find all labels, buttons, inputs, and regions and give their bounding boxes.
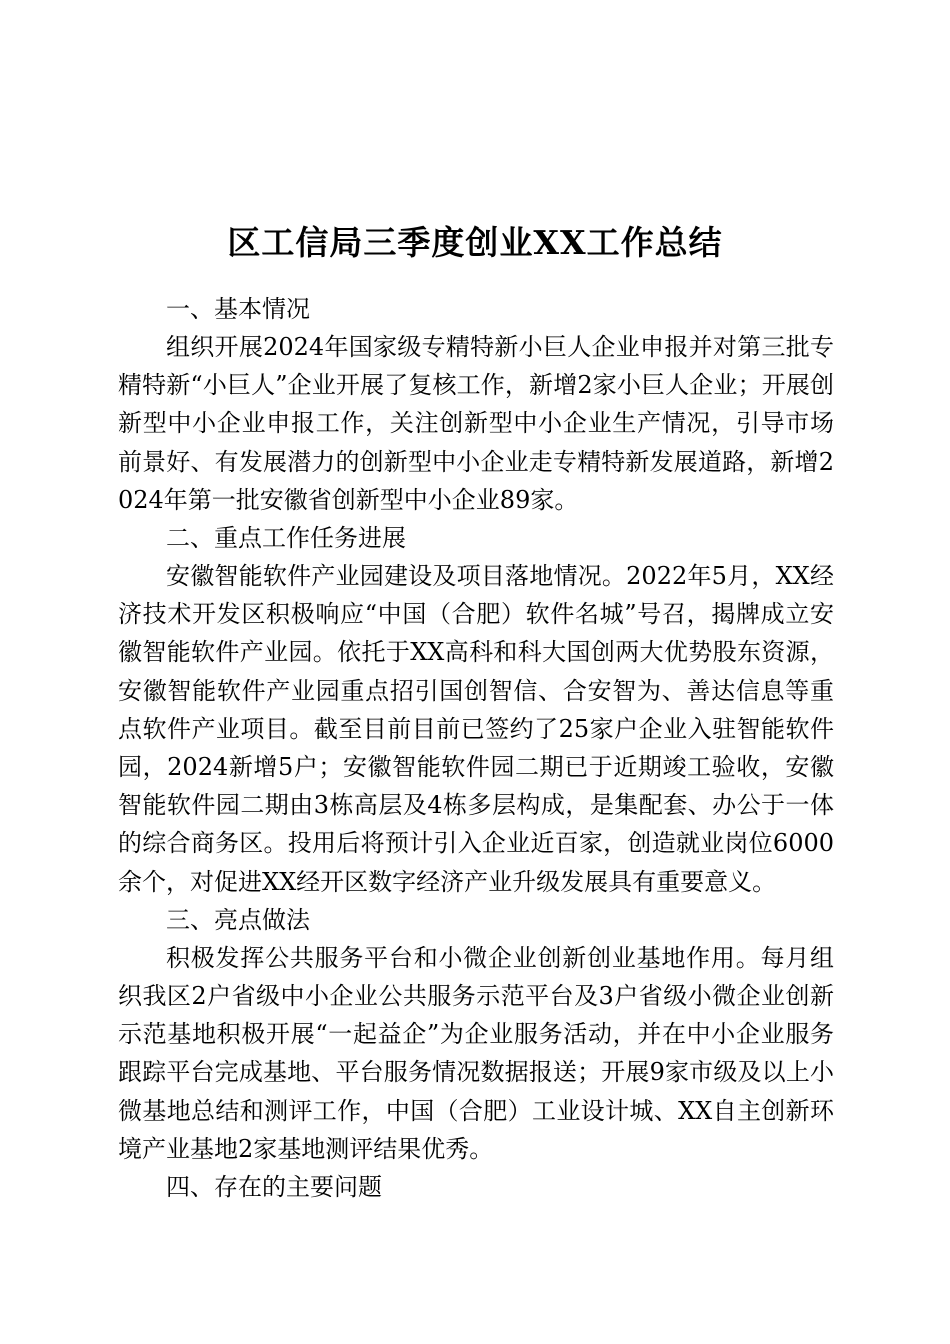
section-heading-basic-situation: 一、基本情况 <box>166 295 310 323</box>
section-heading-highlights: 三、亮点做法 <box>166 905 310 934</box>
section-heading-main-problems: 四、存在的主要问题 <box>166 1173 382 1202</box>
section-paragraph-basic-situation: 组织开展2024年国家级专精特新小巨人企业申报并对第三批专精特新“小巨人”企业开展了复核工作，新增2家小巨人企业；开展创新型中小企业申报工作，关注创新型中小企业生产情况，引导市场前景好、有发展潜力的创新型中小企业走专精特新发展道路，新增2024年第一批安徽省创新型中小企业89家。 <box>118 333 834 514</box>
section-paragraph-key-tasks: 安徽智能软件产业园建设及项目落地情况。2022年5月，XX经济技术开发区积极响应“中国（合肥）软件名城”号召，揭牌成立安徽智能软件产业园。依托于XX高科和科大国创两大优势股东资源，安徽智能软件产业园重点招引国创智信、合安智为、善达信息等重点软件产业项目。截至目前目前已签约了25家户企业入驻智能软件园，2024新增5户；安徽智能软件园二期已于近期竣工验收，安徽智能软件园二期由3栋高层及4栋多层构成，是集配套、办公于一体的综合商务区。投用后将预计引入企业近百家，创造就业岗位6000余个，对促进XX经开区数字经济产业升级发展具有重要意义。 <box>118 562 834 896</box>
section-paragraph-highlights: 积极发挥公共服务平台和小微企业创新创业基地作用。每月组织我区2户省级中小企业公共服务示范平台及3户省级小微企业创新示范基地积极开展“一起益企”为企业服务活动，并在中小企业服务跟踪平台完成基地、平台服务情况数据报送；开展9家市级及以上小微基地总结和测评工作，中国（合肥）工业设计城、XX自主创新环境产业基地2家基地测评结果优秀。 <box>118 943 834 1163</box>
document-body <box>118 290 834 1206</box>
section-heading-key-tasks: 二、重点工作任务进展 <box>166 524 406 553</box>
document-title: 区工信局三季度创业XX工作总结 <box>227 223 723 263</box>
